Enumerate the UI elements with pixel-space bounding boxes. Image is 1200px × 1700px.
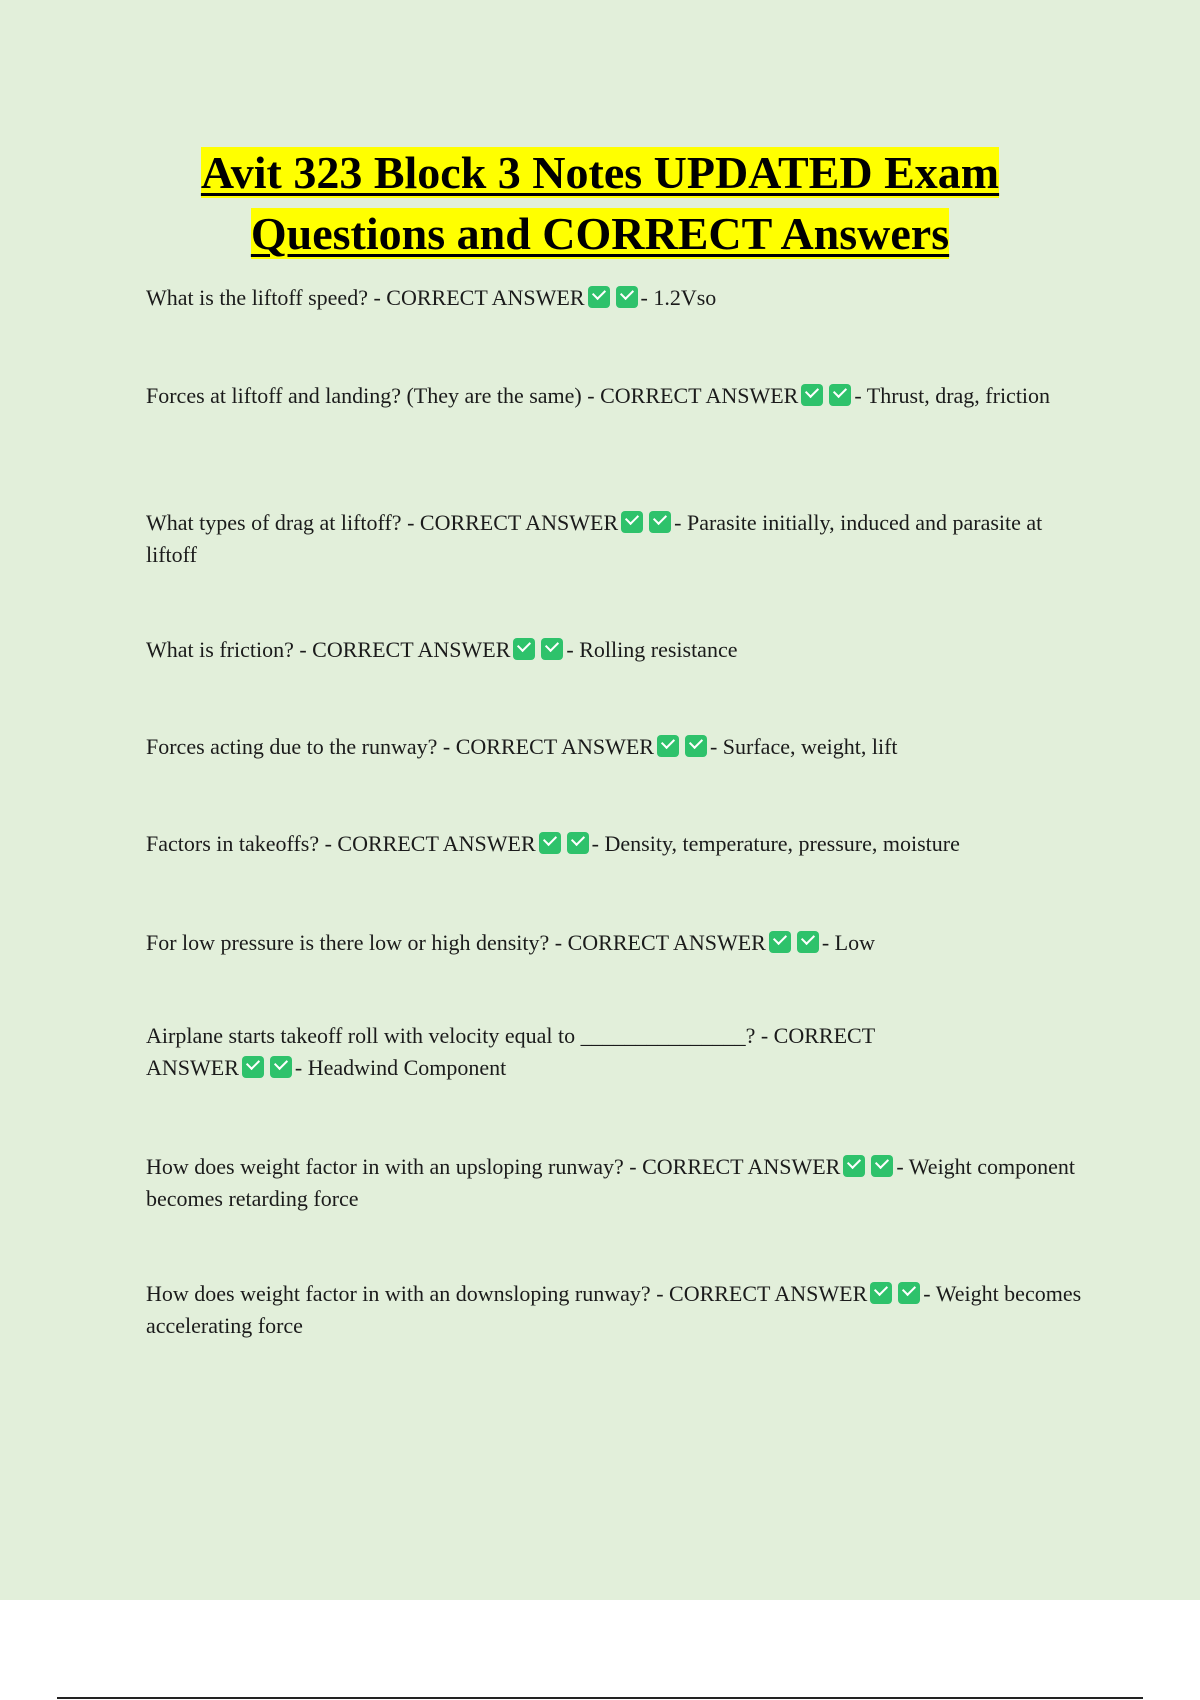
check-mark-icon: [829, 384, 851, 406]
answer-marker: - CORRECT ANSWER: [587, 383, 799, 408]
answer-text: Density, temperature, pressure, moisture: [604, 831, 960, 856]
answer-text: Rolling resistance: [579, 637, 738, 662]
answer-text: 1.2Vso: [653, 285, 717, 310]
answer-text: Headwind Component: [307, 1055, 507, 1080]
title-line-1: Avit 323 Block 3 Notes UPDATED Exam: [200, 147, 1000, 198]
qa-item-7: For low pressure is there low or high density? - CORRECT ANSWER - Low: [146, 930, 875, 955]
check-mark-icon: [871, 1155, 893, 1177]
footer-divider: [57, 1697, 1143, 1699]
question-text: What is friction?: [146, 637, 294, 662]
question-text: Factors in takeoffs?: [146, 831, 320, 856]
question-text: Forces at liftoff and landing? (They are the same): [146, 383, 582, 408]
qa-item-8: Airplane starts takeoff roll with velocity equal to _______________? - CORRECT ANSWER - Headwind Component: [146, 1023, 875, 1080]
question-text: How does weight factor in with an upsloping runway?: [146, 1154, 624, 1179]
check-mark-icon: [801, 384, 823, 406]
check-mark-icon: [541, 638, 563, 660]
qa-item-6: Factors in takeoffs? - CORRECT ANSWER - Density, temperature, pressure, moisture: [146, 831, 960, 856]
page-title: [100, 142, 1100, 264]
answer-marker: - CORRECT ANSWER: [324, 831, 536, 856]
check-mark-icon: [616, 286, 638, 308]
check-mark-icon: [657, 735, 679, 757]
answer-text: Surface, weight, lift: [722, 734, 898, 759]
qa-item-2: Forces at liftoff and landing? (They are the same) - CORRECT ANSWER - Thrust, drag, friction: [146, 383, 1051, 408]
check-mark-icon: [588, 286, 610, 308]
check-mark-icon: [242, 1056, 264, 1078]
answer-marker: - CORRECT ANSWER: [146, 1023, 875, 1080]
qa-item-3: What types of drag at liftoff? - CORRECT ANSWER - Parasite initially, induced and parasite at liftoff: [146, 510, 1043, 567]
check-mark-icon: [270, 1056, 292, 1078]
qa-item-5: Forces acting due to the runway? - CORRECT ANSWER - Surface, weight, lift: [146, 734, 898, 759]
check-mark-icon: [513, 638, 535, 660]
check-mark-icon: [843, 1155, 865, 1177]
qa-item-9: How does weight factor in with an upsloping runway? - CORRECT ANSWER - Weight component becomes retarding force: [146, 1154, 1076, 1211]
answer-text: Thrust, drag, friction: [866, 383, 1051, 408]
question-text: What types of drag at liftoff?: [146, 510, 402, 535]
check-mark-icon: [769, 931, 791, 953]
answer-marker: - CORRECT ANSWER: [373, 285, 585, 310]
question-text: Forces acting due to the runway?: [146, 734, 438, 759]
answer-marker: - CORRECT ANSWER: [629, 1154, 841, 1179]
qa-item-10: How does weight factor in with an downsloping runway? - CORRECT ANSWER - Weight becomes accelerating force: [146, 1281, 1082, 1338]
answer-marker: - CORRECT ANSWER: [442, 734, 654, 759]
answer-marker: - CORRECT ANSWER: [554, 930, 766, 955]
answer-text: Weight component becomes retarding force: [146, 1154, 1076, 1211]
qa-item-1: What is the liftoff speed? - CORRECT ANSWER - 1.2Vso: [146, 285, 717, 310]
check-mark-icon: [567, 832, 589, 854]
check-mark-icon: [649, 511, 671, 533]
question-text: What is the liftoff speed?: [146, 285, 368, 310]
check-mark-icon: [685, 735, 707, 757]
question-text: For low pressure is there low or high density?: [146, 930, 550, 955]
answer-marker: - CORRECT ANSWER: [407, 510, 619, 535]
check-mark-icon: [797, 931, 819, 953]
title-line-2: Questions and CORRECT Answers: [250, 208, 950, 259]
qa-item-4: What is friction? - CORRECT ANSWER - Rolling resistance: [146, 637, 738, 662]
check-mark-icon: [539, 832, 561, 854]
answer-text: Weight becomes accelerating force: [146, 1281, 1082, 1338]
answer-marker: - CORRECT ANSWER: [656, 1281, 868, 1306]
answer-marker: - CORRECT ANSWER: [299, 637, 511, 662]
check-mark-icon: [898, 1282, 920, 1304]
question-text: How does weight factor in with an downsloping runway?: [146, 1281, 651, 1306]
check-mark-icon: [621, 511, 643, 533]
answer-text: Parasite initially, induced and parasite at liftoff: [146, 510, 1043, 567]
question-text: Airplane starts takeoff roll with velocity equal to _______________?: [146, 1023, 756, 1048]
check-mark-icon: [870, 1282, 892, 1304]
answer-text: Low: [834, 930, 875, 955]
